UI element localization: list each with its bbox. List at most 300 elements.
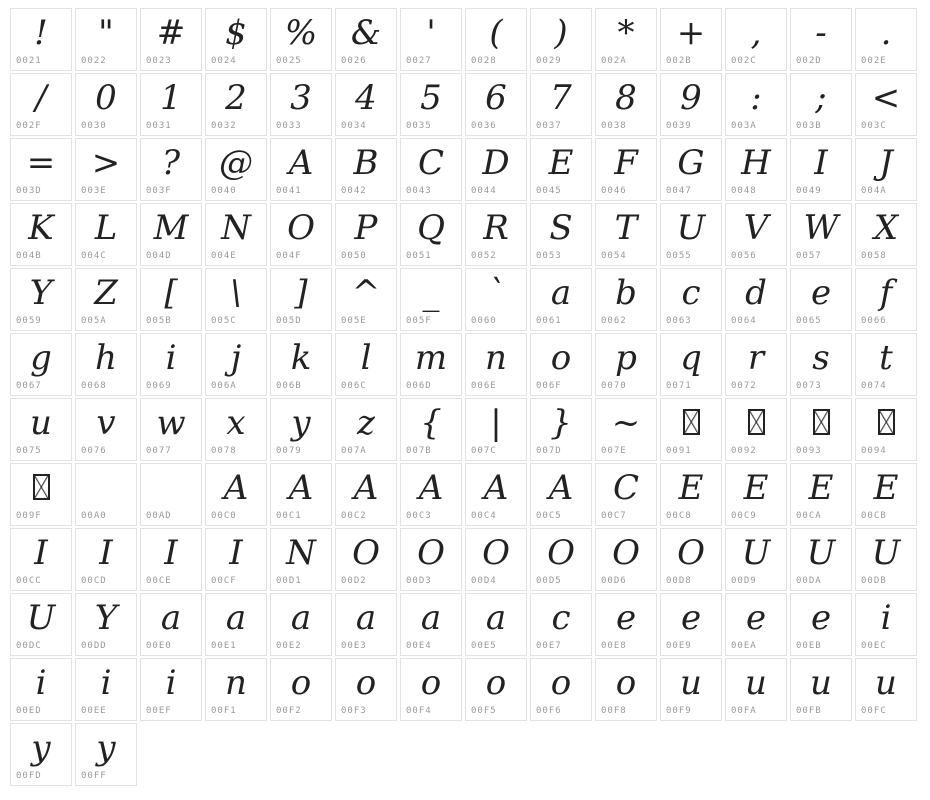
glyph-cell[interactable] (790, 593, 852, 656)
glyph-cell[interactable] (140, 138, 202, 201)
glyph-character: : (750, 77, 762, 118)
glyph-cell[interactable] (465, 268, 527, 331)
codepoint-label: 0053 (536, 251, 562, 261)
glyph-cell[interactable] (205, 463, 267, 526)
glyph-cell[interactable] (335, 268, 397, 331)
glyph-cell[interactable] (660, 333, 722, 396)
codepoint-label: 0076 (81, 446, 107, 456)
glyph-cell[interactable] (855, 333, 917, 396)
notdef-box-icon (33, 474, 50, 500)
codepoint-label: 00C5 (536, 511, 562, 521)
glyph-cell[interactable] (205, 8, 267, 71)
glyph-cell[interactable] (595, 333, 657, 396)
codepoint-label: 00D6 (601, 576, 627, 586)
codepoint-label: 00D5 (536, 576, 562, 586)
glyph-cell[interactable] (660, 268, 722, 331)
glyph-cell[interactable] (790, 528, 852, 591)
glyph-cell[interactable] (660, 73, 722, 136)
glyph-cell[interactable] (595, 8, 657, 71)
codepoint-label: 0050 (341, 251, 367, 261)
glyph-character: i (100, 662, 112, 703)
glyph-cell[interactable] (75, 268, 137, 331)
glyph-character: t (879, 337, 893, 378)
notdef-box-icon (813, 409, 830, 435)
glyph-cell[interactable] (400, 398, 462, 461)
glyph-cell[interactable] (400, 333, 462, 396)
glyph-cell[interactable] (10, 528, 72, 591)
glyph-character: , (750, 12, 762, 53)
codepoint-label: 0037 (536, 121, 562, 131)
glyph-character: = (26, 142, 56, 183)
glyph-cell[interactable] (270, 593, 332, 656)
codepoint-label: 0022 (81, 56, 107, 66)
glyph-character: n (485, 337, 507, 378)
glyph-character: i (165, 662, 177, 703)
glyph-cell[interactable] (400, 593, 462, 656)
glyph-cell[interactable] (75, 8, 137, 71)
glyph-cell[interactable] (205, 268, 267, 331)
glyph-cell[interactable] (595, 398, 657, 461)
codepoint-label: 0027 (406, 56, 432, 66)
codepoint-label: 0026 (341, 56, 367, 66)
codepoint-label: 00CD (81, 576, 107, 586)
glyph-cell[interactable] (270, 333, 332, 396)
glyph-cell[interactable] (855, 73, 917, 136)
codepoint-label: 00A0 (81, 511, 107, 521)
glyph-character: Y (94, 597, 118, 638)
glyph-cell[interactable] (335, 8, 397, 71)
glyph-character: I (229, 532, 243, 573)
glyph-cell[interactable] (595, 528, 657, 591)
codepoint-label: 00C3 (406, 511, 432, 521)
glyph-cell[interactable] (790, 398, 852, 461)
codepoint-label: 007D (536, 446, 562, 456)
glyph-character: y (96, 727, 116, 768)
glyph-row (10, 528, 930, 591)
codepoint-label: 00EB (796, 641, 822, 651)
codepoint-label: 0043 (406, 186, 432, 196)
glyph-cell[interactable] (205, 658, 267, 721)
glyph-character: ` (487, 272, 505, 313)
codepoint-label: 00E4 (406, 641, 432, 651)
codepoint-label: 006D (406, 381, 432, 391)
glyph-cell[interactable] (595, 203, 657, 266)
codepoint-label: 003C (861, 121, 887, 131)
glyph-cell[interactable] (660, 593, 722, 656)
codepoint-label: 0058 (861, 251, 887, 261)
glyph-cell[interactable] (595, 593, 657, 656)
glyph-cell[interactable] (270, 73, 332, 136)
glyph-cell[interactable] (790, 203, 852, 266)
glyph-character: A (483, 467, 509, 508)
codepoint-label: 0052 (471, 251, 497, 261)
glyph-cell[interactable] (660, 463, 722, 526)
codepoint-label: 003D (16, 186, 42, 196)
glyph-cell[interactable] (660, 658, 722, 721)
glyph-character: 3 (290, 77, 312, 118)
codepoint-label: 0072 (731, 381, 757, 391)
glyph-cell[interactable] (725, 268, 787, 331)
glyph-cell[interactable] (335, 333, 397, 396)
glyph-cell[interactable] (205, 333, 267, 396)
codepoint-label: 0021 (16, 56, 42, 66)
glyph-cell[interactable] (855, 138, 917, 201)
glyph-cell[interactable] (530, 463, 592, 526)
glyph-cell[interactable] (725, 463, 787, 526)
glyph-character: a (225, 597, 247, 638)
glyph-cell[interactable] (205, 528, 267, 591)
codepoint-label: 00E8 (601, 641, 627, 651)
glyph-cell[interactable] (10, 593, 72, 656)
glyph-character: i (165, 337, 177, 378)
glyph-character: I (34, 532, 48, 573)
glyph-cell[interactable] (335, 73, 397, 136)
glyph-cell[interactable] (10, 138, 72, 201)
glyph-cell[interactable] (660, 8, 722, 71)
glyph-cell[interactable] (75, 658, 137, 721)
glyph-cell[interactable] (530, 268, 592, 331)
glyph-row (10, 398, 930, 461)
glyph-character: a (550, 272, 572, 313)
glyph-character: L (94, 207, 118, 248)
glyph-cell[interactable] (75, 203, 137, 266)
codepoint-label: 002A (601, 56, 627, 66)
glyph-cell[interactable] (270, 203, 332, 266)
glyph-character: M (153, 207, 189, 248)
glyph-cell[interactable] (140, 528, 202, 591)
glyph-cell[interactable] (725, 528, 787, 591)
codepoint-label: 00E0 (146, 641, 172, 651)
glyph-cell[interactable] (140, 268, 202, 331)
glyph-character: y (291, 402, 311, 443)
glyph-cell[interactable] (855, 398, 917, 461)
codepoint-label: 00FF (81, 771, 107, 781)
glyph-cell[interactable] (465, 528, 527, 591)
glyph-cell[interactable] (530, 73, 592, 136)
glyph-cell[interactable] (140, 658, 202, 721)
codepoint-label: 00C1 (276, 511, 302, 521)
glyph-cell[interactable] (335, 203, 397, 266)
glyph-cell[interactable] (10, 203, 72, 266)
codepoint-label: 0069 (146, 381, 172, 391)
codepoint-label: 0046 (601, 186, 627, 196)
glyph-character: E (873, 467, 899, 508)
glyph-character: > (91, 142, 121, 183)
glyph-character: o (420, 662, 442, 703)
glyph-cell[interactable] (790, 73, 852, 136)
glyph-cell[interactable] (725, 333, 787, 396)
glyph-character: + (676, 12, 706, 53)
codepoint-label: 00E9 (666, 641, 692, 651)
codepoint-label: 0057 (796, 251, 822, 261)
glyph-cell[interactable] (855, 8, 917, 71)
glyph-cell[interactable] (855, 593, 917, 656)
glyph-character: 9 (680, 77, 702, 118)
glyph-cell[interactable] (205, 593, 267, 656)
codepoint-label: 00DD (81, 641, 107, 651)
glyph-character: O (612, 532, 640, 573)
glyph-cell[interactable] (205, 138, 267, 201)
glyph-cell[interactable] (595, 463, 657, 526)
glyph-cell[interactable] (595, 73, 657, 136)
glyph-character: N (286, 532, 316, 573)
codepoint-label: 0060 (471, 316, 497, 326)
glyph-cell[interactable] (75, 138, 137, 201)
glyph-cell[interactable] (400, 138, 462, 201)
glyph-cell[interactable] (140, 333, 202, 396)
codepoint-label: 0047 (666, 186, 692, 196)
glyph-cell[interactable] (790, 333, 852, 396)
codepoint-label: 00FB (796, 706, 822, 716)
codepoint-label: 0061 (536, 316, 562, 326)
codepoint-label: 00CF (211, 576, 237, 586)
glyph-character: a (160, 597, 182, 638)
glyph-character: S (549, 207, 573, 248)
glyph-cell[interactable] (855, 268, 917, 331)
codepoint-label: 00D4 (471, 576, 497, 586)
glyph-cell[interactable] (790, 658, 852, 721)
glyph-character: k (290, 337, 312, 378)
glyph-character: [ (164, 272, 178, 313)
codepoint-label: 004C (81, 251, 107, 261)
glyph-cell[interactable] (270, 138, 332, 201)
glyph-cell[interactable] (790, 268, 852, 331)
glyph-character: Z (94, 272, 118, 313)
glyph-cell[interactable] (855, 528, 917, 591)
codepoint-label: 0051 (406, 251, 432, 261)
glyph-cell[interactable] (335, 528, 397, 591)
glyph-cell[interactable] (140, 8, 202, 71)
glyph-character: u (30, 402, 52, 443)
glyph-cell[interactable] (10, 658, 72, 721)
glyph-cell[interactable] (10, 723, 72, 786)
glyph-character: B (353, 142, 379, 183)
codepoint-label: 0066 (861, 316, 887, 326)
glyph-cell[interactable] (140, 398, 202, 461)
glyph-character: D (482, 142, 510, 183)
codepoint-label: 007B (406, 446, 432, 456)
glyph-cell[interactable] (530, 8, 592, 71)
codepoint-label: 006F (536, 381, 562, 391)
glyph-cell[interactable] (400, 463, 462, 526)
codepoint-label: 00CC (16, 576, 42, 586)
glyph-cell[interactable] (725, 8, 787, 71)
glyph-cell[interactable] (75, 593, 137, 656)
glyph-cell[interactable] (140, 593, 202, 656)
glyph-character: C (417, 142, 444, 183)
codepoint-label: 00E5 (471, 641, 497, 651)
glyph-cell[interactable] (790, 463, 852, 526)
glyph-cell[interactable] (140, 463, 202, 526)
glyph-character: ! (34, 12, 48, 53)
glyph-character: U (26, 597, 56, 638)
glyph-character: A (288, 467, 314, 508)
glyph-cell[interactable] (10, 463, 72, 526)
glyph-cell[interactable] (335, 658, 397, 721)
glyph-character: ; (815, 77, 827, 118)
codepoint-label: 00C2 (341, 511, 367, 521)
glyph-character: ] (294, 272, 308, 313)
codepoint-label: 002D (796, 56, 822, 66)
glyph-cell[interactable] (660, 138, 722, 201)
glyph-cell[interactable] (530, 138, 592, 201)
glyph-cell[interactable] (270, 658, 332, 721)
glyph-cell[interactable] (660, 528, 722, 591)
glyph-character: N (221, 207, 251, 248)
glyph-cell[interactable] (270, 8, 332, 71)
codepoint-label: 004D (146, 251, 172, 261)
codepoint-label: 00D9 (731, 576, 757, 586)
codepoint-label: 0033 (276, 121, 302, 131)
codepoint-label: 00FA (731, 706, 757, 716)
glyph-cell[interactable] (335, 593, 397, 656)
glyph-character: U (676, 207, 706, 248)
codepoint-label: 0068 (81, 381, 107, 391)
codepoint-label: 0071 (666, 381, 692, 391)
glyph-cell[interactable] (595, 138, 657, 201)
glyph-character: R (483, 207, 509, 248)
glyph-character: 8 (615, 77, 637, 118)
glyph-character: c (681, 272, 701, 313)
glyph-cell[interactable] (725, 73, 787, 136)
glyph-cell[interactable] (205, 73, 267, 136)
glyph-cell[interactable] (270, 398, 332, 461)
glyph-cell[interactable] (530, 203, 592, 266)
codepoint-label: 00FC (861, 706, 887, 716)
codepoint-label: 00E7 (536, 641, 562, 651)
glyph-character: u (745, 662, 767, 703)
glyph-cell[interactable] (465, 593, 527, 656)
glyph-cell[interactable] (270, 463, 332, 526)
glyph-cell[interactable] (400, 658, 462, 721)
glyph-cell[interactable] (465, 73, 527, 136)
glyph-cell[interactable] (725, 398, 787, 461)
glyph-character: H (741, 142, 771, 183)
glyph-character: P (354, 207, 378, 248)
glyph-character: A (288, 142, 314, 183)
glyph-cell[interactable] (465, 463, 527, 526)
glyph-cell[interactable] (10, 73, 72, 136)
glyph-cell[interactable] (595, 658, 657, 721)
glyph-cell[interactable] (790, 8, 852, 71)
glyph-character: c (551, 597, 571, 638)
glyph-cell[interactable] (335, 463, 397, 526)
glyph-cell[interactable] (75, 723, 137, 786)
glyph-character: { (420, 402, 442, 443)
glyph-cell[interactable] (335, 398, 397, 461)
glyph-cell[interactable] (855, 658, 917, 721)
glyph-cell[interactable] (10, 398, 72, 461)
glyph-cell[interactable] (205, 398, 267, 461)
codepoint-label: 00E2 (276, 641, 302, 651)
glyph-character: ? (161, 142, 181, 183)
glyph-cell[interactable] (270, 528, 332, 591)
glyph-character: & (350, 12, 382, 53)
glyph-cell[interactable] (530, 528, 592, 591)
glyph-cell[interactable] (75, 398, 137, 461)
glyph-cell[interactable] (75, 73, 137, 136)
glyph-cell[interactable] (855, 463, 917, 526)
codepoint-label: 0040 (211, 186, 237, 196)
codepoint-label: 00C0 (211, 511, 237, 521)
glyph-cell[interactable] (400, 8, 462, 71)
glyph-character: < (871, 77, 901, 118)
glyph-cell[interactable] (10, 333, 72, 396)
codepoint-label: 00D1 (276, 576, 302, 586)
glyph-cell[interactable] (465, 138, 527, 201)
glyph-character: j (230, 337, 242, 378)
glyph-cell[interactable] (855, 203, 917, 266)
glyph-cell[interactable] (465, 658, 527, 721)
glyph-cell[interactable] (75, 528, 137, 591)
codepoint-label: 0070 (601, 381, 627, 391)
glyph-cell[interactable] (140, 73, 202, 136)
glyph-cell[interactable] (530, 593, 592, 656)
codepoint-label: 0029 (536, 56, 562, 66)
glyph-character: A (418, 467, 444, 508)
glyph-character: . (880, 12, 892, 53)
glyph-character: o (550, 662, 572, 703)
glyph-cell[interactable] (725, 658, 787, 721)
glyph-cell[interactable] (790, 138, 852, 201)
glyph-cell[interactable] (75, 463, 137, 526)
glyph-character: z (357, 402, 375, 443)
glyph-cell[interactable] (530, 398, 592, 461)
glyph-character: e (745, 597, 767, 638)
glyph-cell[interactable] (725, 203, 787, 266)
codepoint-label: 00DB (861, 576, 887, 586)
codepoint-label: 00E1 (211, 641, 237, 651)
glyph-cell[interactable] (400, 73, 462, 136)
glyph-cell[interactable] (465, 333, 527, 396)
codepoint-label: 0044 (471, 186, 497, 196)
glyph-cell[interactable] (660, 203, 722, 266)
glyph-cell[interactable] (75, 333, 137, 396)
codepoint-label: 0074 (861, 381, 887, 391)
codepoint-label: 00F4 (406, 706, 432, 716)
codepoint-label: 006C (341, 381, 367, 391)
glyph-cell[interactable] (400, 268, 462, 331)
glyph-cell[interactable] (595, 268, 657, 331)
glyph-character: 2 (225, 77, 247, 118)
glyph-cell[interactable] (270, 268, 332, 331)
glyph-character: o (355, 662, 377, 703)
codepoint-label: 00F6 (536, 706, 562, 716)
glyph-cell[interactable] (725, 593, 787, 656)
glyph-cell[interactable] (465, 8, 527, 71)
glyph-cell[interactable] (725, 138, 787, 201)
glyph-cell[interactable] (205, 203, 267, 266)
glyph-cell[interactable] (335, 138, 397, 201)
glyph-cell[interactable] (10, 268, 72, 331)
codepoint-label: 007C (471, 446, 497, 456)
glyph-cell[interactable] (400, 528, 462, 591)
codepoint-label: 0065 (796, 316, 822, 326)
glyph-character: 1 (160, 77, 182, 118)
glyph-cell[interactable] (10, 8, 72, 71)
glyph-cell[interactable] (530, 658, 592, 721)
codepoint-label: 00AD (146, 511, 172, 521)
glyph-cell[interactable] (465, 203, 527, 266)
glyph-cell[interactable] (530, 333, 592, 396)
glyph-cell[interactable] (140, 203, 202, 266)
glyph-cell[interactable] (465, 398, 527, 461)
glyph-character: - (815, 12, 827, 53)
glyph-cell[interactable] (660, 398, 722, 461)
codepoint-label: 002F (16, 121, 42, 131)
glyph-character: l (360, 337, 372, 378)
glyph-cell[interactable] (400, 203, 462, 266)
